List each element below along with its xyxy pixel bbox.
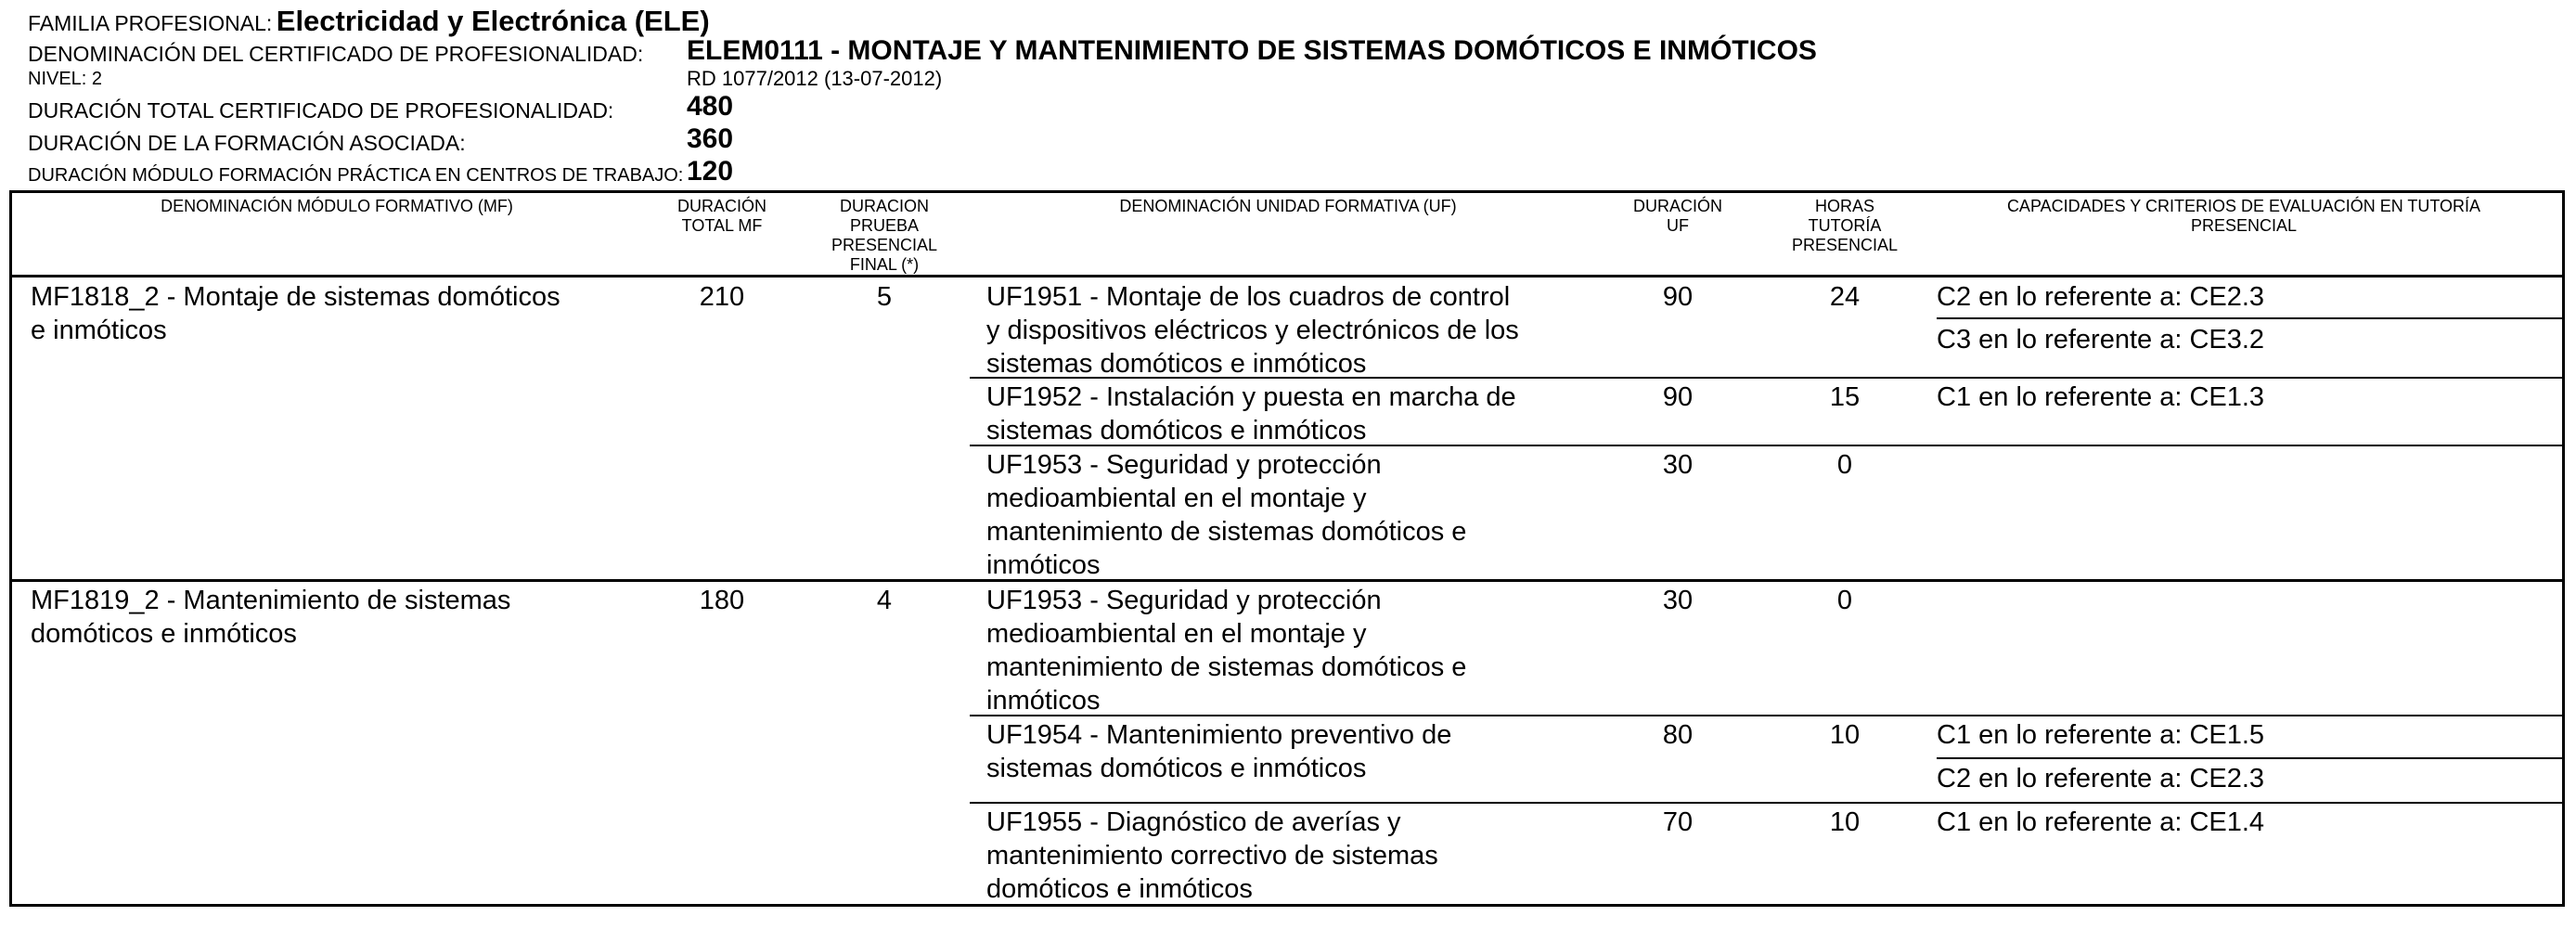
duracion-formacion-label: DURACIÓN DE LA FORMACIÓN ASOCIADA: bbox=[28, 131, 466, 155]
duracion-total-label: DURACIÓN TOTAL CERTIFICADO DE PROFESIONALIDAD: bbox=[28, 98, 614, 123]
module-name: MF1819_2 - Mantenimiento de sistemas domóticos e inmóticos bbox=[31, 586, 511, 649]
col-header-horas: HORAS TUTORÍA PRESENCIAL bbox=[1791, 197, 1899, 254]
col-header-duracion-uf: DURACIÓN UF bbox=[1632, 197, 1722, 235]
criterio: C1 en lo referente a: CE1.5 bbox=[1937, 720, 2265, 750]
uf-duracion: 90 bbox=[1662, 382, 1694, 412]
uf-horas: 10 bbox=[1829, 807, 1861, 837]
certificado-title: ELEM0111 - MONTAJE Y MANTENIMIENTO DE SISTEMAS DOMÓTICOS E INMÓTICOS bbox=[687, 35, 1817, 66]
criterio: C3 en lo referente a: CE3.2 bbox=[1937, 325, 2265, 355]
modules-table bbox=[9, 190, 2565, 907]
uf-horas: 0 bbox=[1836, 450, 1853, 480]
criterio: C2 en lo referente a: CE2.3 bbox=[1937, 282, 2265, 312]
duracion-formacion-value: 360 bbox=[687, 123, 734, 154]
rd-value: RD 1077/2012 (13-07-2012) bbox=[687, 67, 943, 90]
duracion-practica-label: DURACIÓN MÓDULO FORMACIÓN PRÁCTICA EN CENTROS DE TRABAJO: bbox=[28, 165, 684, 186]
module-prueba: 5 bbox=[876, 282, 893, 312]
criterio: C1 en lo referente a: CE1.3 bbox=[1937, 382, 2265, 412]
uf-name: UF1952 - Instalación y puesta en marcha de sistemas domóticos e inmóticos bbox=[986, 382, 1516, 445]
module-name: MF1818_2 - Montaje de sistemas domóticos e inmóticos bbox=[31, 282, 560, 345]
rule-criterio-2 bbox=[1937, 757, 2562, 759]
header-divider bbox=[12, 275, 2562, 277]
uf-duracion: 80 bbox=[1662, 720, 1694, 750]
col-header-uf: DENOMINACIÓN UNIDAD FORMATIVA (UF) bbox=[1119, 197, 1457, 215]
uf-name: UF1953 - Seguridad y protección medioambiental en el montaje y mantenimiento de sistemas domóticos e inmóticos bbox=[986, 586, 1467, 716]
uf-horas: 15 bbox=[1829, 382, 1861, 412]
col-header-prueba: DURACION PRUEBA PRESENCIAL FINAL (*) bbox=[831, 197, 938, 274]
uf-name: UF1954 - Mantenimiento preventivo de sistemas domóticos e inmóticos bbox=[986, 720, 1452, 783]
uf-name: UF1951 - Montaje de los cuadros de control y dispositivos eléctricos y electrónicos de los sistemas domóticos e inmóticos bbox=[986, 282, 1519, 379]
uf-duracion: 70 bbox=[1662, 807, 1694, 837]
uf-horas: 10 bbox=[1829, 720, 1861, 750]
uf-name: UF1955 - Diagnóstico de averías y mantenimiento correctivo de sistemas domóticos e inmóticos bbox=[986, 807, 1438, 904]
rule-criterio-1 bbox=[1937, 317, 2562, 319]
uf-duracion: 30 bbox=[1662, 450, 1694, 480]
denominacion-label: DENOMINACIÓN DEL CERTIFICADO DE PROFESIONALIDAD: bbox=[28, 42, 644, 66]
module-total: 180 bbox=[699, 586, 745, 615]
col-header-mf: DENOMINACIÓN MÓDULO FORMATIVO (MF) bbox=[161, 197, 513, 215]
col-header-capacidades: CAPACIDADES Y CRITERIOS DE EVALUACIÓN EN TUTORÍA PRESENCIAL bbox=[2006, 197, 2481, 235]
uf-duracion: 30 bbox=[1662, 586, 1694, 615]
module-total: 210 bbox=[699, 282, 745, 312]
col-header-total-mf: DURACIÓN TOTAL MF bbox=[676, 197, 766, 235]
criterio: C1 en lo referente a: CE1.4 bbox=[1937, 807, 2265, 837]
nivel-label: NIVEL: 2 bbox=[28, 69, 103, 89]
rule-uf-1955 bbox=[970, 802, 2562, 804]
familia-row bbox=[28, 5, 710, 38]
uf-duracion: 90 bbox=[1662, 282, 1694, 312]
uf-horas: 24 bbox=[1829, 282, 1861, 312]
criterio: C2 en lo referente a: CE2.3 bbox=[1937, 764, 2265, 794]
module-prueba: 4 bbox=[876, 586, 893, 615]
familia-value: Electricidad y Electrónica (ELE) bbox=[276, 5, 710, 37]
familia-label: FAMILIA PROFESIONAL: bbox=[28, 11, 273, 35]
duracion-practica-value: 120 bbox=[687, 156, 734, 187]
uf-horas: 0 bbox=[1836, 586, 1853, 615]
uf-name: UF1953 - Seguridad y protección medioambiental en el montaje y mantenimiento de sistemas domóticos e inmóticos bbox=[986, 450, 1467, 580]
duracion-total-value: 480 bbox=[687, 91, 734, 122]
